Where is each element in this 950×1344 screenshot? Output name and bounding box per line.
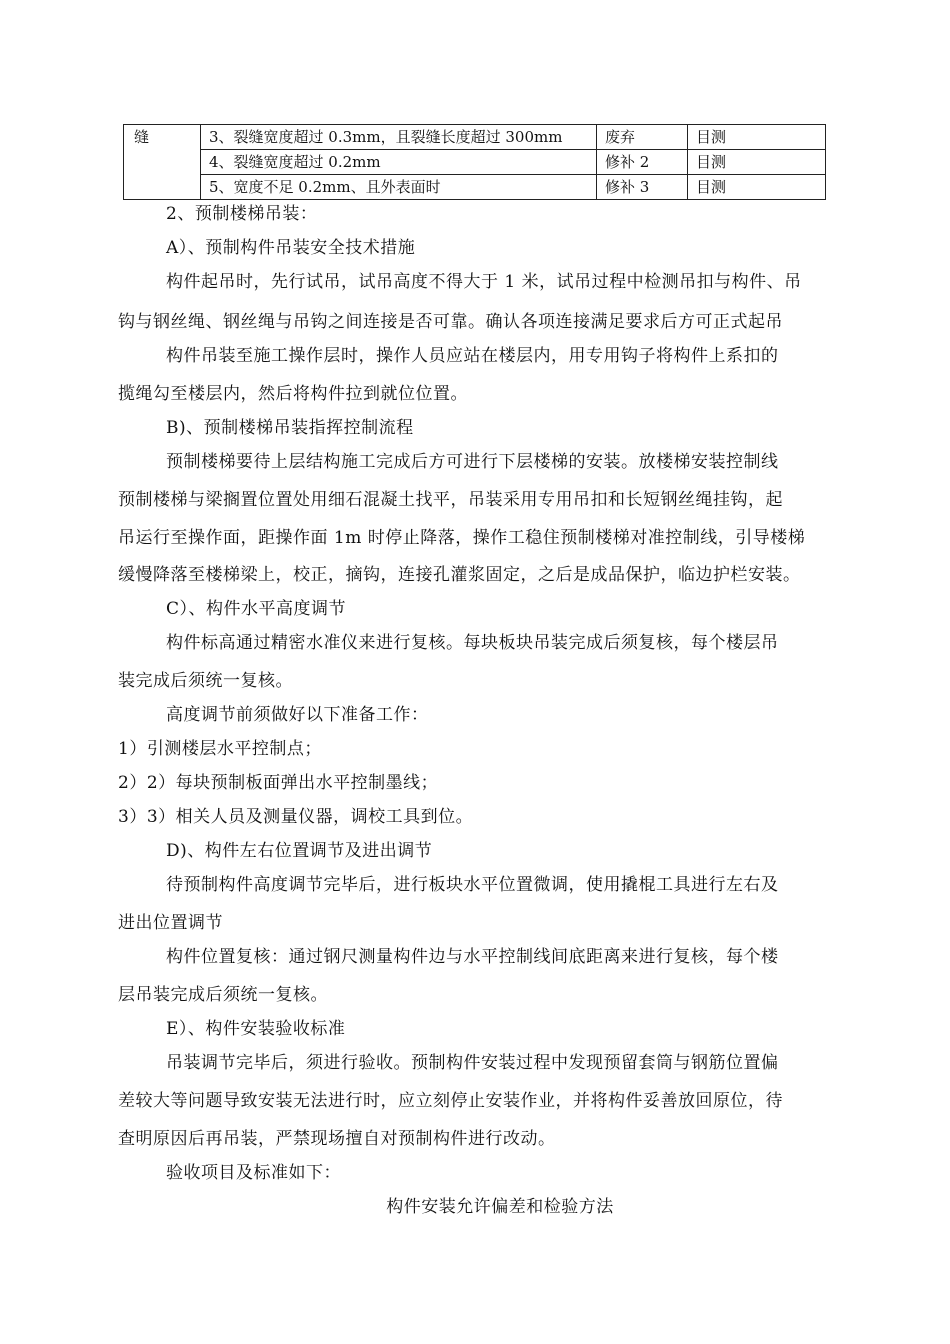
list-item: 2）2）每块预制板面弹出水平控制墨线；: [118, 773, 439, 793]
paragraph-line: 待预制构件高度调节完毕后，进行板块水平位置微调，使用撬棍工具进行左右及: [166, 875, 779, 895]
section-heading: 2、预制楼梯吊装：: [166, 204, 318, 224]
subsection-heading: A）、预制构件吊装安全技术措施: [166, 238, 416, 258]
table-cell-action: 修补 3: [597, 175, 688, 200]
paragraph-line: 进出位置调节: [118, 913, 223, 933]
paragraph-line: 预制楼梯与梁搁置位置处用细石混凝土找平，吊装采用专用吊扣和长短钢丝绳挂钩，起: [118, 490, 783, 510]
subsection-heading: B)、预制楼梯吊装指挥控制流程: [166, 418, 414, 438]
paragraph-line: 构件吊装至施工操作层时，操作人员应站在楼层内，用专用钩子将构件上系扣的: [166, 346, 779, 366]
table-cell-method: 目测: [688, 125, 826, 150]
paragraph-line: 钩与钢丝绳、钢丝绳与吊钩之间连接是否可靠。确认各项连接满足要求后方可正式起吊: [118, 312, 783, 332]
paragraph-line: 层吊装完成后须统一复核。: [118, 985, 328, 1005]
table-cell-desc: 5、宽度不足 0.2mm、且外表面时: [201, 175, 597, 200]
table-row: [124, 175, 826, 200]
paragraph-line: 差较大等问题导致安装无法进行时，应立刻停止安装作业，并将构件妥善放回原位，待: [118, 1091, 783, 1111]
subsection-heading: C）、构件水平高度调节: [166, 599, 347, 619]
table-caption: 构件安装允许偏差和检验方法: [386, 1197, 614, 1217]
paragraph-line: 查明原因后再吊装，严禁现场擅自对预制构件进行改动。: [118, 1129, 556, 1149]
table-cell-action: 废弃: [597, 125, 688, 150]
paragraph-line: 揽绳勾至楼层内，然后将构件拉到就位位置。: [118, 384, 468, 404]
paragraph-line: 装完成后须统一复核。: [118, 671, 293, 691]
paragraph-line: 构件位置复核：通过钢尺测量构件边与水平控制线间底距离来进行复核，每个楼: [166, 947, 779, 967]
table-cell-desc: 3、裂缝宽度超过 0.3mm，且裂缝长度超过 300mm: [201, 125, 597, 150]
list-item: 1）引测楼层水平控制点；: [118, 739, 322, 759]
paragraph-line: 构件标高通过精密水准仪来进行复核。每块板块吊装完成后须复核，每个楼层吊: [166, 633, 779, 653]
paragraph-line: 吊装调节完毕后，须进行验收。预制构件安装过程中发现预留套筒与钢筋位置偏: [166, 1053, 779, 1073]
list-item: 3）3）相关人员及测量仪器，调校工具到位。: [118, 807, 474, 827]
paragraph-line: 构件起吊时，先行试吊，试吊高度不得大于 1 米，试吊过程中检测吊扣与构件、吊: [166, 272, 802, 292]
table-row: [124, 125, 826, 150]
table-cell-method: 目测: [688, 150, 826, 175]
subsection-heading: E）、构件安装验收标准: [166, 1019, 346, 1039]
defect-table: [123, 124, 826, 200]
paragraph-line: 预制楼梯要待上层结构施工完成后方可进行下层楼梯的安装。放楼梯安装控制线: [166, 452, 779, 472]
table-row: [124, 150, 826, 175]
paragraph-line: 吊运行至操作面，距操作面 1m 时停止降落，操作工稳住预制楼梯对准控制线，引导楼梯: [118, 528, 806, 548]
paragraph-line: 验收项目及标准如下：: [166, 1163, 341, 1183]
paragraph-line: 缓慢降落至楼梯梁上，校正，摘钩，连接孔灌浆固定，之后是成品保护，临边护栏安装。: [118, 565, 801, 585]
subsection-heading: D)、构件左右位置调节及进出调节: [166, 841, 433, 861]
table-cell-action: 修补 2: [597, 150, 688, 175]
table-category-cell: 缝: [124, 125, 201, 200]
table-cell-method: 目测: [688, 175, 826, 200]
table-cell-desc: 4、裂缝宽度超过 0.2mm: [201, 150, 597, 175]
paragraph-line: 高度调节前须做好以下准备工作：: [166, 705, 429, 725]
